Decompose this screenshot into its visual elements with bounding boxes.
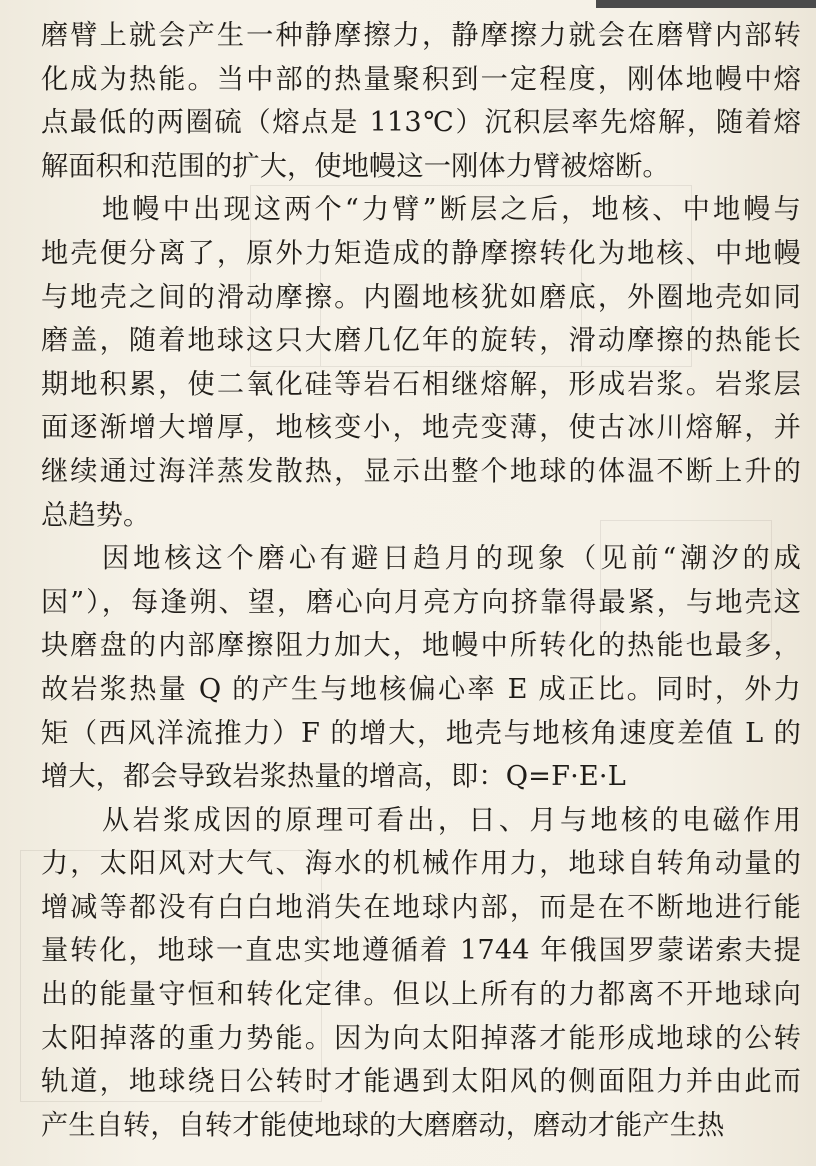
text-line-23: 出的能量守恒和转化定律。但以上所有的力都离不开地球向	[41, 979, 801, 1011]
text-line-1: 磨臂上就会产生一种静摩擦力，静摩擦力就会在磨臂内部转	[41, 20, 801, 51]
text-line-14: 因”），每逢朔、望，磨心向月亮方向挤靠得最紧，与地壳这	[41, 586, 801, 618]
text-line-13: 因地核这个磨心有避日趋月的现象（见前“潮汐的成	[102, 543, 801, 575]
text-line-21: 增减等都没有白白地消失在地球内部，而是在不断地进行能	[41, 891, 801, 923]
text-line-10: 面逐渐增大增厚，地核变小，地壳变薄，使古冰川熔解，并	[41, 412, 801, 444]
text-line-12: 总趋势。	[41, 499, 151, 531]
text-line-19: 从岩浆成因的原理可看出，日、月与地核的电磁作用	[102, 804, 801, 836]
text-line-15: 块磨盘的内部摩擦阻力加大，地幔中所转化的热能也最多，	[41, 630, 801, 662]
text-line-7: 与地壳之间的滑动摩擦。内圈地核犹如磨底，外圈地壳如同	[41, 281, 801, 313]
text-line-8: 磨盖，随着地球这只大磨几亿年的旋转，滑动摩擦的热能长	[41, 325, 801, 357]
text-line-11: 继续通过海洋蒸发散热，显示出整个地球的体温不断上升的	[41, 455, 801, 487]
text-line-25: 轨道，地球绕日公转时才能遇到太阳风的侧面阻力并由此而	[41, 1066, 801, 1098]
text-line-20: 力，太阳风对大气、海水的机械作用力，地球自转角动量的	[41, 848, 801, 880]
text-line-6: 地壳便分离了，原外力矩造成的静摩擦转化为地核、中地幔	[41, 237, 801, 269]
text-line-24: 太阳掉落的重力势能。因为向太阳掉落才能形成地球的公转	[41, 1022, 801, 1054]
text-line-4: 解面积和范围的扩大，使地幔这一刚体力臂被熔断。	[41, 150, 670, 182]
text-line-16: 故岩浆热量 Q 的产生与地核偏心率 E 成正比。同时，外力	[41, 673, 801, 705]
scan-edge-strip	[596, 0, 816, 8]
text-line-5: 地幔中出现这两个“力臂”断层之后，地核、中地幔与	[102, 194, 801, 226]
text-line-9: 期地积累，使二氧化硅等岩石相继熔解，形成岩浆。岩浆层	[41, 368, 801, 400]
main-text	[41, 14, 801, 1147]
text-line-3: 点最低的两圈硫（熔点是 113℃）沉积层率先熔解，随着熔	[41, 107, 801, 139]
text-line-22: 量转化，地球一直忠实地遵循着 1744 年俄国罗蒙诺索夫提	[41, 935, 801, 967]
text-line-18: 增大，都会导致岩浆热量的增高，即：Q=F·E·L	[41, 761, 626, 793]
text-line-26: 产生自转，自转才能使地球的大磨磨动，磨动才能产生热	[41, 1109, 725, 1141]
text-line-2: 化成为热能。当中部的热量聚积到一定程度，刚体地幔中熔	[41, 63, 801, 95]
text-line-17: 矩（西风洋流推力）F 的增大，地壳与地核角速度差值 L 的	[41, 717, 801, 749]
